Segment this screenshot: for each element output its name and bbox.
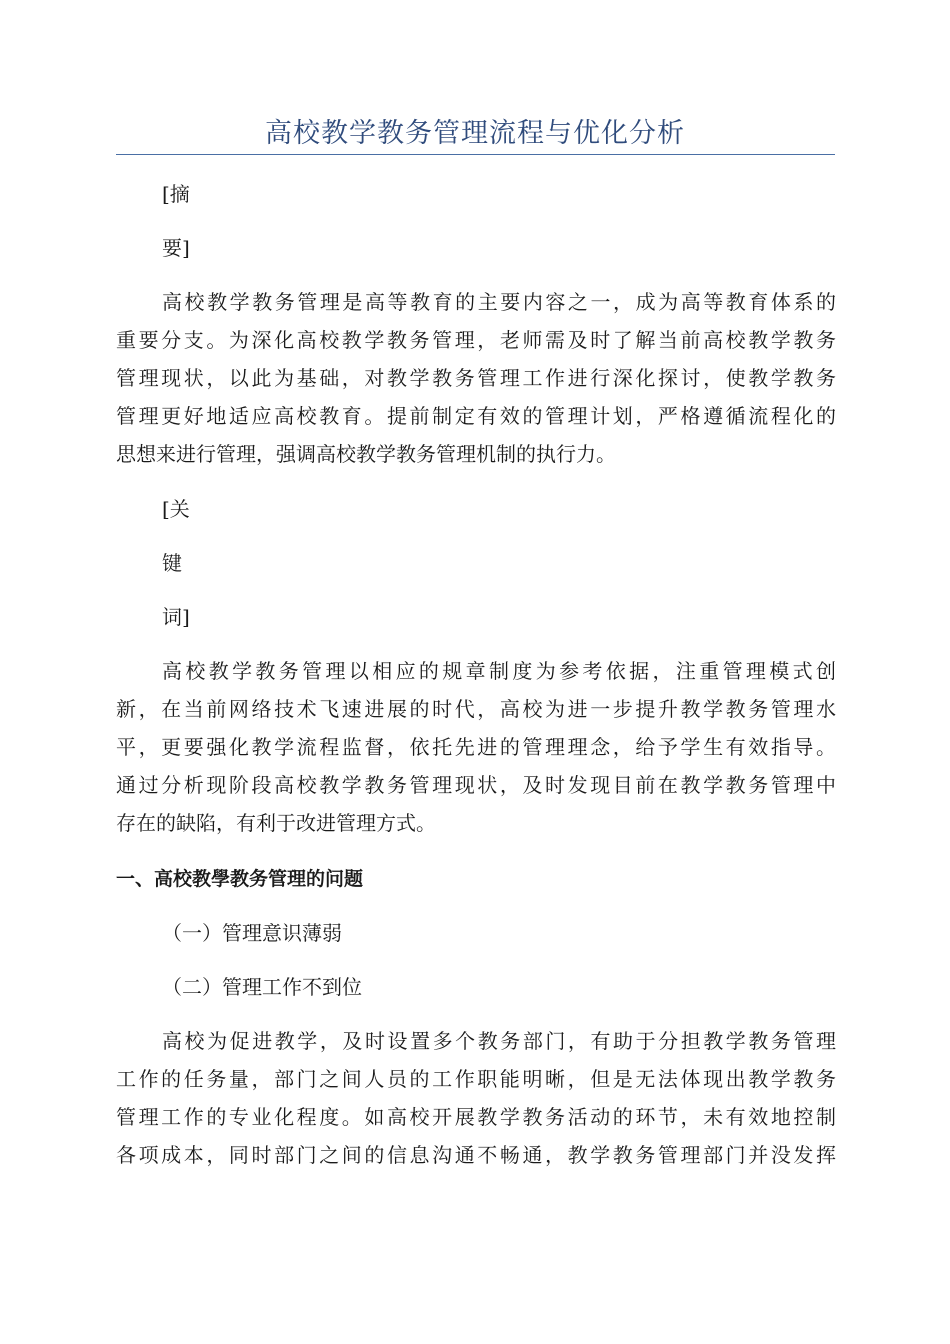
abstract-line: 思想来进行管理，强调高校教学教务管理机制的执行力。 (116, 442, 616, 466)
abstract-line: 重要分支。为深化高校教学教务管理，老师需及时了解当前高校教学教务 (116, 328, 836, 352)
paragraph-line: 高校为促进教学，及时设置多个教务部门，有助于分担教学教务管理 (162, 1029, 836, 1053)
subsection-heading: （二）管理工作不到位 (162, 975, 362, 999)
section-heading: 一、高校教學教务管理的问题 (116, 868, 364, 890)
abstract-label: [摘 (162, 182, 190, 206)
abstract-label: 要] (162, 236, 190, 260)
keywords-label: [关 (162, 497, 190, 521)
intro-line: 存在的缺陷，有利于改进管理方式。 (116, 811, 436, 835)
abstract-line: 管理更好地适应高校教育。提前制定有效的管理计划，严格遵循流程化的 (116, 404, 836, 428)
intro-line: 平，更要强化教学流程监督，依托先进的管理理念，给予学生有效指导。 (116, 735, 836, 759)
paragraph-line: 管理工作的专业化程度。如高校开展教学教务活动的环节，未有效地控制 (116, 1105, 836, 1129)
document-title: 高校教学教务管理流程与优化分析 (265, 118, 685, 149)
paragraph-line: 各项成本，同时部门之间的信息沟通不畅通，教学教务管理部门并没发挥 (116, 1143, 836, 1167)
intro-line: 通过分析现阶段高校教学教务管理现状，及时发现目前在教学教务管理中 (116, 773, 836, 797)
intro-line: 新，在当前网络技术飞速进展的时代，高校为进一步提升教学教务管理水 (116, 697, 836, 721)
abstract-line: 管理现状，以此为基础，对教学教务管理工作进行深化探讨，使教学教务 (116, 366, 836, 390)
paragraph-line: 工作的任务量，部门之间人员的工作职能明晰，但是无法体现出教学教务 (116, 1067, 836, 1091)
abstract-line: 高校教学教务管理是高等教育的主要内容之一，成为高等教育体系的 (162, 290, 836, 314)
intro-line: 高校教学教务管理以相应的规章制度为参考依据，注重管理模式创 (162, 659, 836, 683)
subsection-heading: （一）管理意识薄弱 (162, 921, 342, 945)
keywords-label: 键 (162, 551, 182, 575)
title-underline (116, 154, 835, 155)
keywords-label: 词] (162, 605, 190, 629)
